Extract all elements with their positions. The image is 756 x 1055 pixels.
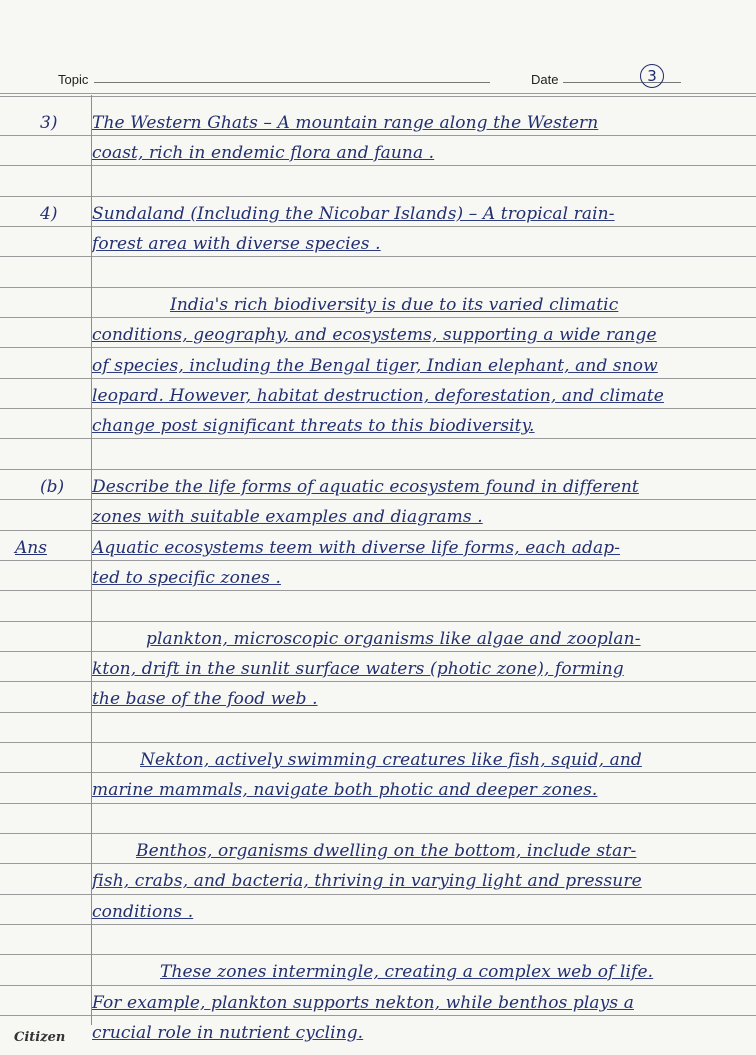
rule-line [0,96,756,97]
text-line: conditions, geography, and ecosystems, supporting a wide range [92,325,657,345]
text-line: forest area with diverse species . [92,234,381,254]
text-line: India's rich biodiversity is due to its varied climatic [170,295,619,315]
topic-line [94,82,490,83]
text-line: These zones intermingle, creating a complex web of life. [160,962,654,982]
rule-line [0,196,756,197]
text-line: of species, including the Bengal tiger, Indian elephant, and snow [92,356,658,376]
date-line [563,82,681,83]
rule-line [0,469,756,470]
text-line: zones with suitable examples and diagrams . [92,507,483,527]
text-line: Nekton, actively swimming creatures like fish, squid, and [140,750,642,770]
text-line: Aquatic ecosystems teem with diverse life forms, each adap- [92,538,621,558]
text-line: leopard. However, habitat destruction, deforestation, and climate [92,386,664,406]
page-number: 3 [640,64,664,88]
text-line: crucial role in nutrient cycling. [92,1023,364,1043]
text-line: For example, plankton supports nekton, while benthos plays a [92,993,634,1013]
text-line: the base of the food web . [92,689,318,709]
text-line: coast, rich in endemic flora and fauna . [92,143,435,163]
text-line: change post significant threats to this biodiversity. [92,416,535,436]
rule-line [0,93,756,94]
date-label: Date [531,72,559,87]
text-line: Sundaland (Including the Nicobar Islands) – A tropical rain- [92,204,615,224]
text-line: fish, crabs, and bacteria, thriving in varying light and pressure [92,871,642,891]
text-line: plankton, microscopic organisms like algae and zooplan- [146,629,641,649]
text-line: Describe the life forms of aquatic ecosystem found in different [92,477,639,497]
text-line: marine mammals, navigate both photic and deeper zones. [92,780,598,800]
text-line: Benthos, organisms dwelling on the bottom, include star- [136,841,637,861]
text-line: conditions . [92,902,194,922]
answer-label: Ans [15,538,47,558]
point-number: 4) [40,204,58,224]
topic-label: Topic [58,72,89,87]
text-line: The Western Ghats – A mountain range along the Western [92,113,599,133]
text-line: ted to specific zones . [92,568,281,588]
point-number: 3) [40,113,58,133]
rule-line [0,833,756,834]
rule-line [0,621,756,622]
rule-line [0,954,756,955]
rule-line [0,287,756,288]
rule-line [0,742,756,743]
text-line: kton, drift in the sunlit surface waters (photic zone), forming [92,659,624,679]
question-number: (b) [40,477,65,497]
brand-logo: Citizen [14,1030,66,1045]
